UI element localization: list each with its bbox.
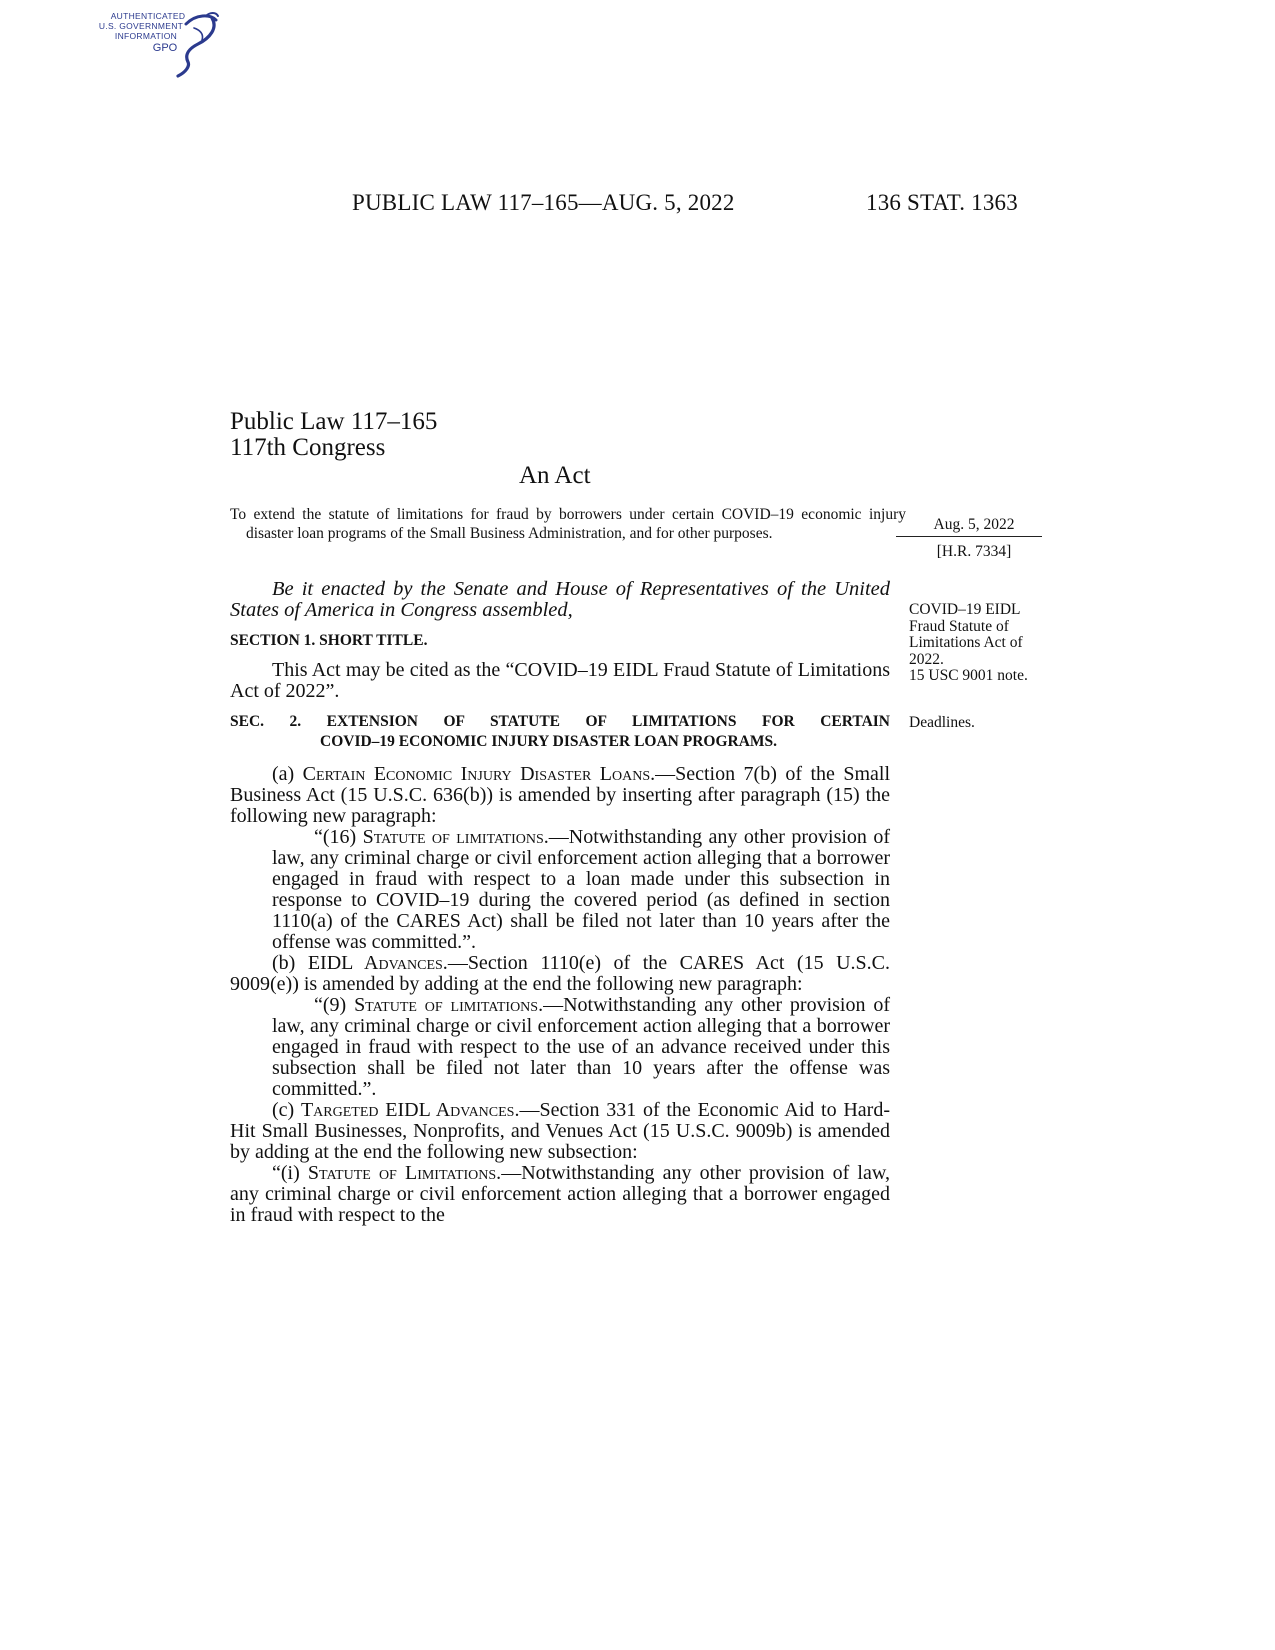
subsection-c-label: (c) <box>272 1099 295 1121</box>
subsection-a-quote-text: —Notwithstanding any other provision of law, any criminal charge or civil enforcement action alleging that a borrower engaged in fraud with respect to a loan made under this subsection in response to COVID–19 during the covered period (as defined in section 1110(a) of the CARES Act) shall be filed not later than 10 years after the offense was committed.”. <box>272 826 890 953</box>
subsection-b-quoted-paragraph <box>272 995 890 1100</box>
purpose-clause: To extend the statute of limitations for fraud by borrowers under certain COVID–19 economic injury disaster loan programs of the Small Business Administration, and for other purposes. <box>230 506 906 542</box>
running-head-page-number: 136 STAT. 1363 <box>866 190 1018 215</box>
logo-line-3: INFORMATION <box>114 31 178 41</box>
subsection-a-label: (a) <box>272 763 295 785</box>
subsection-b-label: (b) <box>272 952 296 974</box>
section-1-text: This Act may be cited as the “COVID–19 EIDL Fraud Statute of Limitations Act of 2022”. <box>230 659 890 702</box>
subsection-a <box>230 764 890 827</box>
subsection-c <box>230 1100 890 1163</box>
eagle-icon <box>178 13 218 76</box>
subsection-a-quote-heading: Statute of limitations. <box>362 826 549 848</box>
subsection-b-quote-heading: Statute of limitations. <box>354 994 544 1016</box>
margin-note-deadlines: Deadlines. <box>909 714 975 731</box>
running-head-title: PUBLIC LAW 117–165—AUG. 5, 2022 <box>352 190 735 215</box>
gpo-authentication-logo <box>94 8 230 78</box>
law-number: Public Law 117–165 <box>230 408 438 435</box>
subsection-c-text: —Section 331 of the Economic Aid to Hard-Hit Small Businesses, Nonprofits, and Venues Act (15 U.S.C. 9009b) is amended by adding at the end the following new subsection: <box>230 1099 891 1163</box>
subsection-b <box>230 953 890 995</box>
subsection-a-quote-label: “(16) <box>314 826 357 848</box>
subsection-a-heading: Certain Economic Injury Disaster Loans. <box>302 763 656 785</box>
subsection-b-quote-text: —Notwithstanding any other provision of law, any criminal charge or civil enforcement action alleging that a borrower engaged in fraud with respect to the use of an advance received under this subsection shall be filed not later than 10 years after the offense was committed.”. <box>272 994 890 1100</box>
subsection-b-heading: EIDL Advances. <box>307 952 448 974</box>
subsection-b-quote-label: “(9) <box>314 994 347 1016</box>
congress: 117th Congress <box>230 434 386 461</box>
margin-divider <box>896 536 1042 537</box>
subsection-c-quote-text: —Notwithstanding any other provision of law, any criminal charge or civil enforcement action alleging that a borrower engaged in fraud with respect to the <box>230 1162 890 1226</box>
subsection-b-text: —Section 1110(e) of the CARES Act (15 U.S.C. 9009(e)) is amended by adding at the end the following new paragraph: <box>230 952 890 995</box>
section-2-body <box>230 764 890 1226</box>
subsection-c-heading: Targeted EIDL Advances. <box>300 1099 520 1121</box>
subsection-a-quoted-paragraph <box>272 827 890 953</box>
margin-note-bill: [H.R. 7334] <box>936 543 1012 560</box>
subsection-c-quote-heading: Statute of Limitations. <box>307 1162 502 1184</box>
margin-note-date: Aug. 5, 2022 <box>933 516 1015 533</box>
act-heading: An Act <box>519 462 591 489</box>
section-1-heading: SECTION 1. SHORT TITLE. <box>230 632 428 649</box>
subsection-a-text: —Section 7(b) of the Small Business Act (15 U.S.C. 636(b)) is amended by inserting after paragraph (15) the following new paragraph: <box>230 763 891 827</box>
margin-note-short-title <box>909 602 1049 685</box>
section-2-heading <box>230 712 890 752</box>
logo-line-2: U.S. GOVERNMENT <box>98 21 184 31</box>
enacting-clause: Be it enacted by the Senate and House of Representatives of the United States of America in Congress assembled, <box>230 578 890 621</box>
margin-note-short-title-name: COVID–19 EIDL Fraud Statute of Limitations Act of 2022. <box>909 601 1023 668</box>
logo-mark: GPO <box>152 42 178 54</box>
subsection-c-quoted-subsection <box>230 1163 890 1226</box>
logo-line-1: AUTHENTICATED <box>110 11 186 21</box>
margin-note-usc-citation: 15 USC 9001 note. <box>909 667 1028 684</box>
section-2-heading-line-2: COVID–19 ECONOMIC INJURY DISASTER LOAN PROGRAMS. <box>320 733 778 750</box>
section-2-heading-line-1: SEC. 2. EXTENSION OF STATUTE OF LIMITATIONS FOR CERTAIN <box>230 713 890 730</box>
subsection-c-quote-label: “(i) <box>272 1162 300 1184</box>
